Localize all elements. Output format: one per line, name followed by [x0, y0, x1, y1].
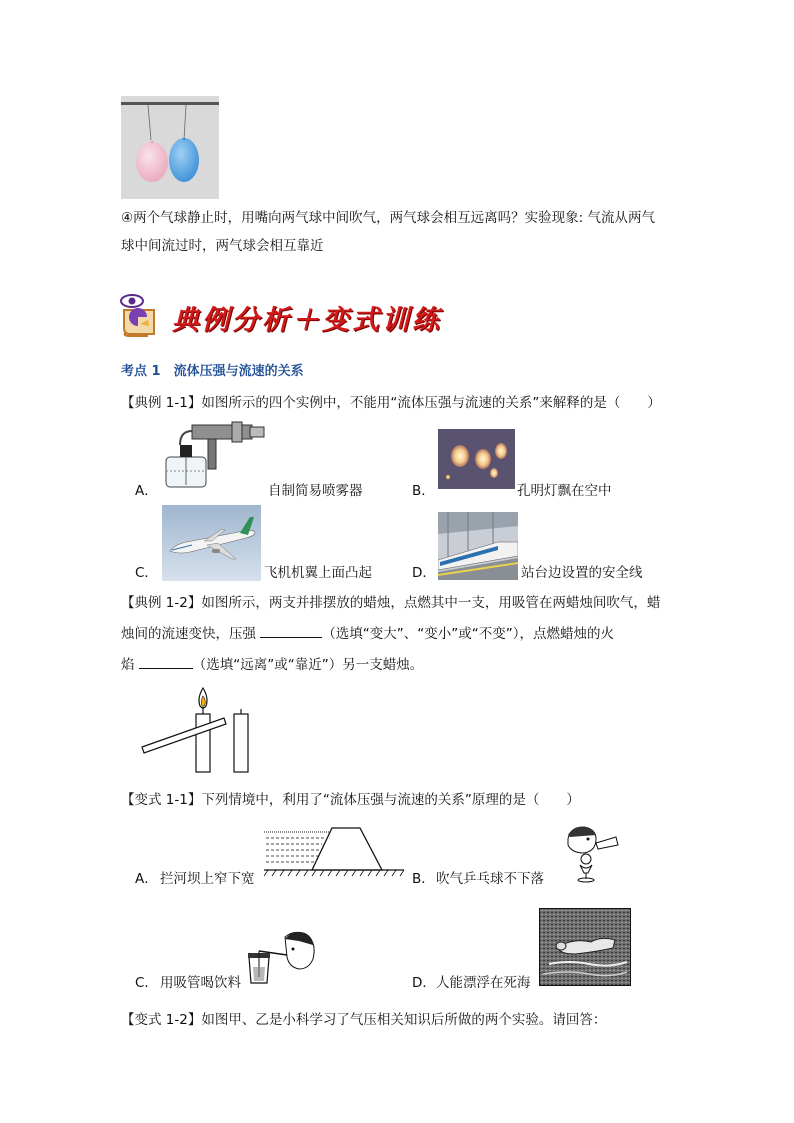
variant-option-a-text: 拦河坝上窄下宽 [160, 871, 255, 887]
dead-sea-floating-image [539, 908, 631, 986]
option-a-letter: A． [135, 483, 158, 499]
variant-1-1-stem: 【变式 1-1】下列情境中，利用了“流体压强与流速的关系”原理的是（ ） [121, 792, 580, 808]
balloon-photo [121, 96, 219, 199]
example-1-2-line-3 [121, 652, 423, 678]
dam-diagram [264, 822, 404, 882]
variant-1-2-stem: 【变式 1-2】如图甲、乙是小科学习了气压相关知识后所做的两个实验。请回答： [121, 1012, 607, 1028]
variant-option-d-text: 人能漂浮在死海 [436, 975, 531, 991]
section-heading: 考点 1 流体压强与流速的关系 [121, 364, 304, 379]
option-d-text: 站台边设置的安全线 [521, 565, 643, 581]
sprayer-image [162, 421, 265, 489]
option-b-letter: B． [412, 483, 435, 499]
answer-blank-flame[interactable] [139, 654, 193, 669]
example-1-2-line-2 [121, 621, 614, 647]
option-c-text: 飞机机翼上面凸起 [264, 565, 372, 581]
example-1-2-line-3-start: 焰 [121, 657, 139, 673]
example-1-2-line-2-start: 烛间的流速变快，压强 [121, 626, 261, 642]
option-d-letter: D． [412, 565, 436, 581]
option-a-text: 自制简易喷雾器 [268, 483, 363, 499]
option-c-letter: C． [135, 565, 158, 581]
intro-line-2: 球中间流过时，两气球会相互靠近 [121, 238, 324, 254]
banner-title: 典例分析＋变式训练 [172, 305, 442, 336]
train-station-image [438, 512, 518, 580]
answer-blank-pressure[interactable] [260, 623, 322, 638]
ping-pong-blowing-image [556, 823, 628, 883]
straw-drinking-image [243, 927, 323, 989]
option-b-text: 孔明灯飘在空中 [517, 483, 612, 499]
example-1-2-line-3-end: （选填“远离”或“靠近”）另一支蜡烛。 [192, 657, 424, 673]
intro-line-1: ④两个气球静止时，用嘴向两气球中间吹气，两气球会相互远离吗？实验现象: 气流从两气 [121, 210, 655, 226]
variant-option-c-letter: C． [135, 975, 158, 991]
variant-option-a-letter: A． [135, 871, 158, 887]
banner-icon [118, 290, 160, 338]
example-1-2-line-1: 【典例 1-2】如图所示，两支并排摆放的蜡烛，点燃其中一支，用吸管在两蜡烛间吹气，蜡 [121, 595, 661, 611]
example-1-1-stem: 【典例 1-1】如图所示的四个实例中，不能用“流体压强与流速的关系”来解释的是（ ） [121, 395, 661, 411]
variant-option-d-letter: D． [412, 975, 436, 991]
candles-diagram [140, 684, 255, 776]
sky-lantern-image [438, 429, 515, 489]
example-1-2-line-2-end: （选填“变大”、“变小”或“不变”），点燃蜡烛的火 [322, 626, 615, 642]
variant-option-c-text: 用吸管喝饮料 [160, 975, 241, 991]
variant-option-b-letter: B． [412, 871, 435, 887]
airplane-image [162, 505, 261, 581]
variant-option-b-text: 吹气乒乓球不下落 [436, 871, 544, 887]
